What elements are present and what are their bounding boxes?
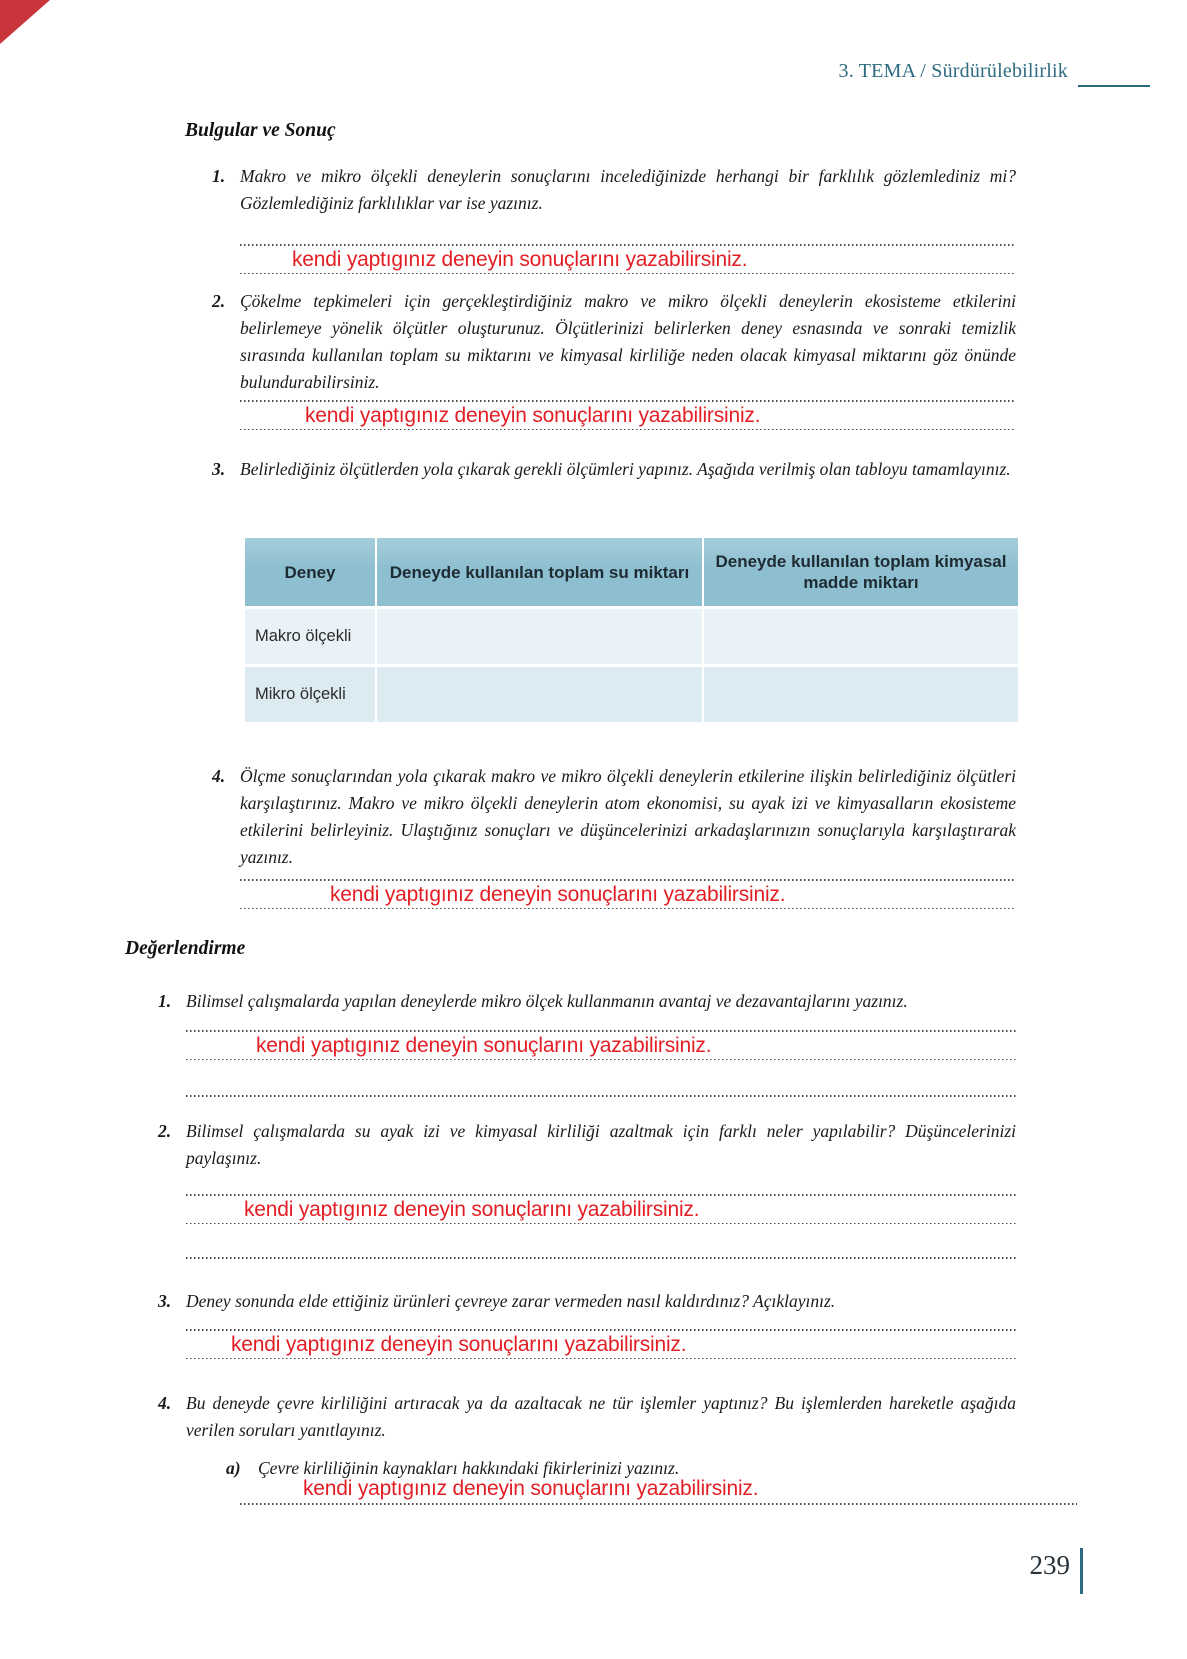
table-header-row — [245, 538, 1018, 606]
question-text: Belirlediğiniz ölçütlerden yola çıkarak gerekli ölçümleri yapınız. Aşağıda verilmiş olan tabloyu tamamlayınız. — [240, 459, 1011, 479]
question-item-b2 — [212, 288, 1016, 396]
question-item-b4 — [212, 763, 1016, 871]
table-cell — [704, 609, 1018, 664]
table-header-cell-deney: Deney — [245, 538, 375, 606]
question-number: 2. — [158, 1121, 172, 1141]
question-number: 3. — [158, 1291, 172, 1311]
sub-question-text: Çevre kirliliğinin kaynakları hakkındaki fikirlerinizi yazınız. — [258, 1458, 680, 1478]
table-cell — [704, 667, 1018, 722]
question-item-b3 — [212, 456, 1016, 483]
question-number: 2. — [212, 291, 226, 311]
answer-block-d2 — [186, 1194, 1016, 1259]
answer-block-b4 — [240, 879, 1016, 909]
question-item-d1 — [158, 988, 1016, 1015]
question-text: Ölçme sonuçlarından yola çıkarak makro ve mikro ölçekli deneylerin etkilerine ilişkin belirlediğiniz ölçütleri karşılaştırınız. Makro ve mikro ölçekli deneylerin atom ekonomisi, su ayak izi ve kimyasalların ekosisteme etkilerini belirleyiniz. Ulaştığınız sonuçları ve düşüncelerinizi arkadaşlarınızın sonuçlarıyla karşılaştırarak yazınız. — [240, 766, 1016, 867]
answer-note-text: kendi yaptıgınız deneyin sonuçlarını yazabilirsiniz. — [186, 1196, 1016, 1224]
section-heading-degerlendirme: Değerlendirme — [125, 938, 246, 959]
chapter-header: 3. TEMA / Sürdürülebilirlik — [838, 60, 1068, 82]
question-item-b1 — [212, 163, 1016, 217]
answer-note-text: kendi yaptıgınız deneyin sonuçlarını yazabilirsiniz. — [186, 1032, 1016, 1060]
corner-ribbon — [0, 0, 50, 44]
question-number: 4. — [212, 766, 226, 786]
section-heading-bulgular: Bulgular ve Sonuç — [185, 120, 336, 141]
results-table — [245, 538, 1018, 722]
question-text: Çökelme tepkimeleri için gerçekleştirdiğiniz makro ve mikro ölçekli deneylerin ekosisteme etkilerini belirlemeye yönelik ölçütler oluşturunuz. Ölçütlerinizi belirlerken deney esnasında ve sonraki temizlik sırasında kullanılan toplam su miktarını ve kimyasal kirliliğe neden olacak kimyasal miktarını göz önünde bulundurabilirsiniz. — [240, 291, 1016, 392]
table-row — [245, 609, 1018, 664]
page-number: 239 — [1029, 1550, 1070, 1580]
dotted-line — [186, 1257, 1016, 1259]
answer-note-text: kendi yaptıgınız deneyin sonuçlarını yazabilirsiniz. — [303, 1477, 759, 1500]
question-text: Bu deneyde çevre kirliliğini artıracak ya da azaltacak ne tür işlemler yaptınız? Bu işlemlerden hareketle aşağıda verilen soruları yanıtlayınız. — [186, 1393, 1016, 1440]
table-header-cell-kimyasal: Deneyde kullanılan toplam kimyasal madde miktarı — [704, 538, 1018, 606]
table-cell — [377, 667, 702, 722]
table-row — [245, 667, 1018, 722]
question-number: 1. — [212, 166, 226, 186]
question-text: Makro ve mikro ölçekli deneylerin sonuçlarını incelediğinizde herhangi bir farklılık gözlemlediniz mi? Gözlemlediğiniz farklılıklar var ise yazınız. — [240, 166, 1016, 213]
answer-note-text: kendi yaptıgınız deneyin sonuçlarını yazabilirsiniz. — [186, 1331, 1016, 1359]
table-header-cell-su: Deneyde kullanılan toplam su miktarı — [377, 538, 702, 606]
answer-block-d3 — [186, 1329, 1016, 1359]
question-item-d4 — [158, 1390, 1016, 1444]
dotted-line — [186, 1095, 1016, 1097]
row-label: Mikro ölçekli — [245, 667, 375, 722]
question-text: Bilimsel çalışmalarda yapılan deneylerde mikro ölçek kullanmanın avantaj ve dezavantajlarını yazınız. — [186, 991, 908, 1011]
question-text: Deney sonunda elde ettiğiniz ürünleri çevreye zarar vermeden nasıl kaldırdınız? Açıklayınız. — [186, 1291, 836, 1311]
answer-note-text: kendi yaptıgınız deneyin sonuçlarını yazabilirsiniz. — [240, 246, 1016, 274]
question-number: 1. — [158, 991, 172, 1011]
answer-note-text: kendi yaptıgınız deneyin sonuçlarını yazabilirsiniz. — [240, 402, 1016, 430]
answer-block-b2 — [240, 400, 1016, 430]
question-number: 3. — [212, 459, 226, 479]
page-number-rule — [1080, 1548, 1083, 1594]
answer-block-b1 — [240, 244, 1016, 274]
dotted-line — [240, 1503, 1077, 1505]
question-number: 4. — [158, 1393, 172, 1413]
sub-question-letter: a) — [226, 1458, 241, 1478]
answer-block-d1 — [186, 1030, 1016, 1097]
table-cell — [377, 609, 702, 664]
chapter-header-rule — [1078, 85, 1150, 87]
answer-note-text: kendi yaptıgınız deneyin sonuçlarını yazabilirsiniz. — [240, 881, 1016, 909]
row-label: Makro ölçekli — [245, 609, 375, 664]
question-item-d3 — [158, 1288, 1016, 1315]
question-text: Bilimsel çalışmalarda su ayak izi ve kimyasal kirliliği azaltmak için farklı neler yapılabilir? Düşüncelerinizi paylaşınız. — [186, 1121, 1016, 1168]
question-item-d2 — [158, 1118, 1016, 1172]
